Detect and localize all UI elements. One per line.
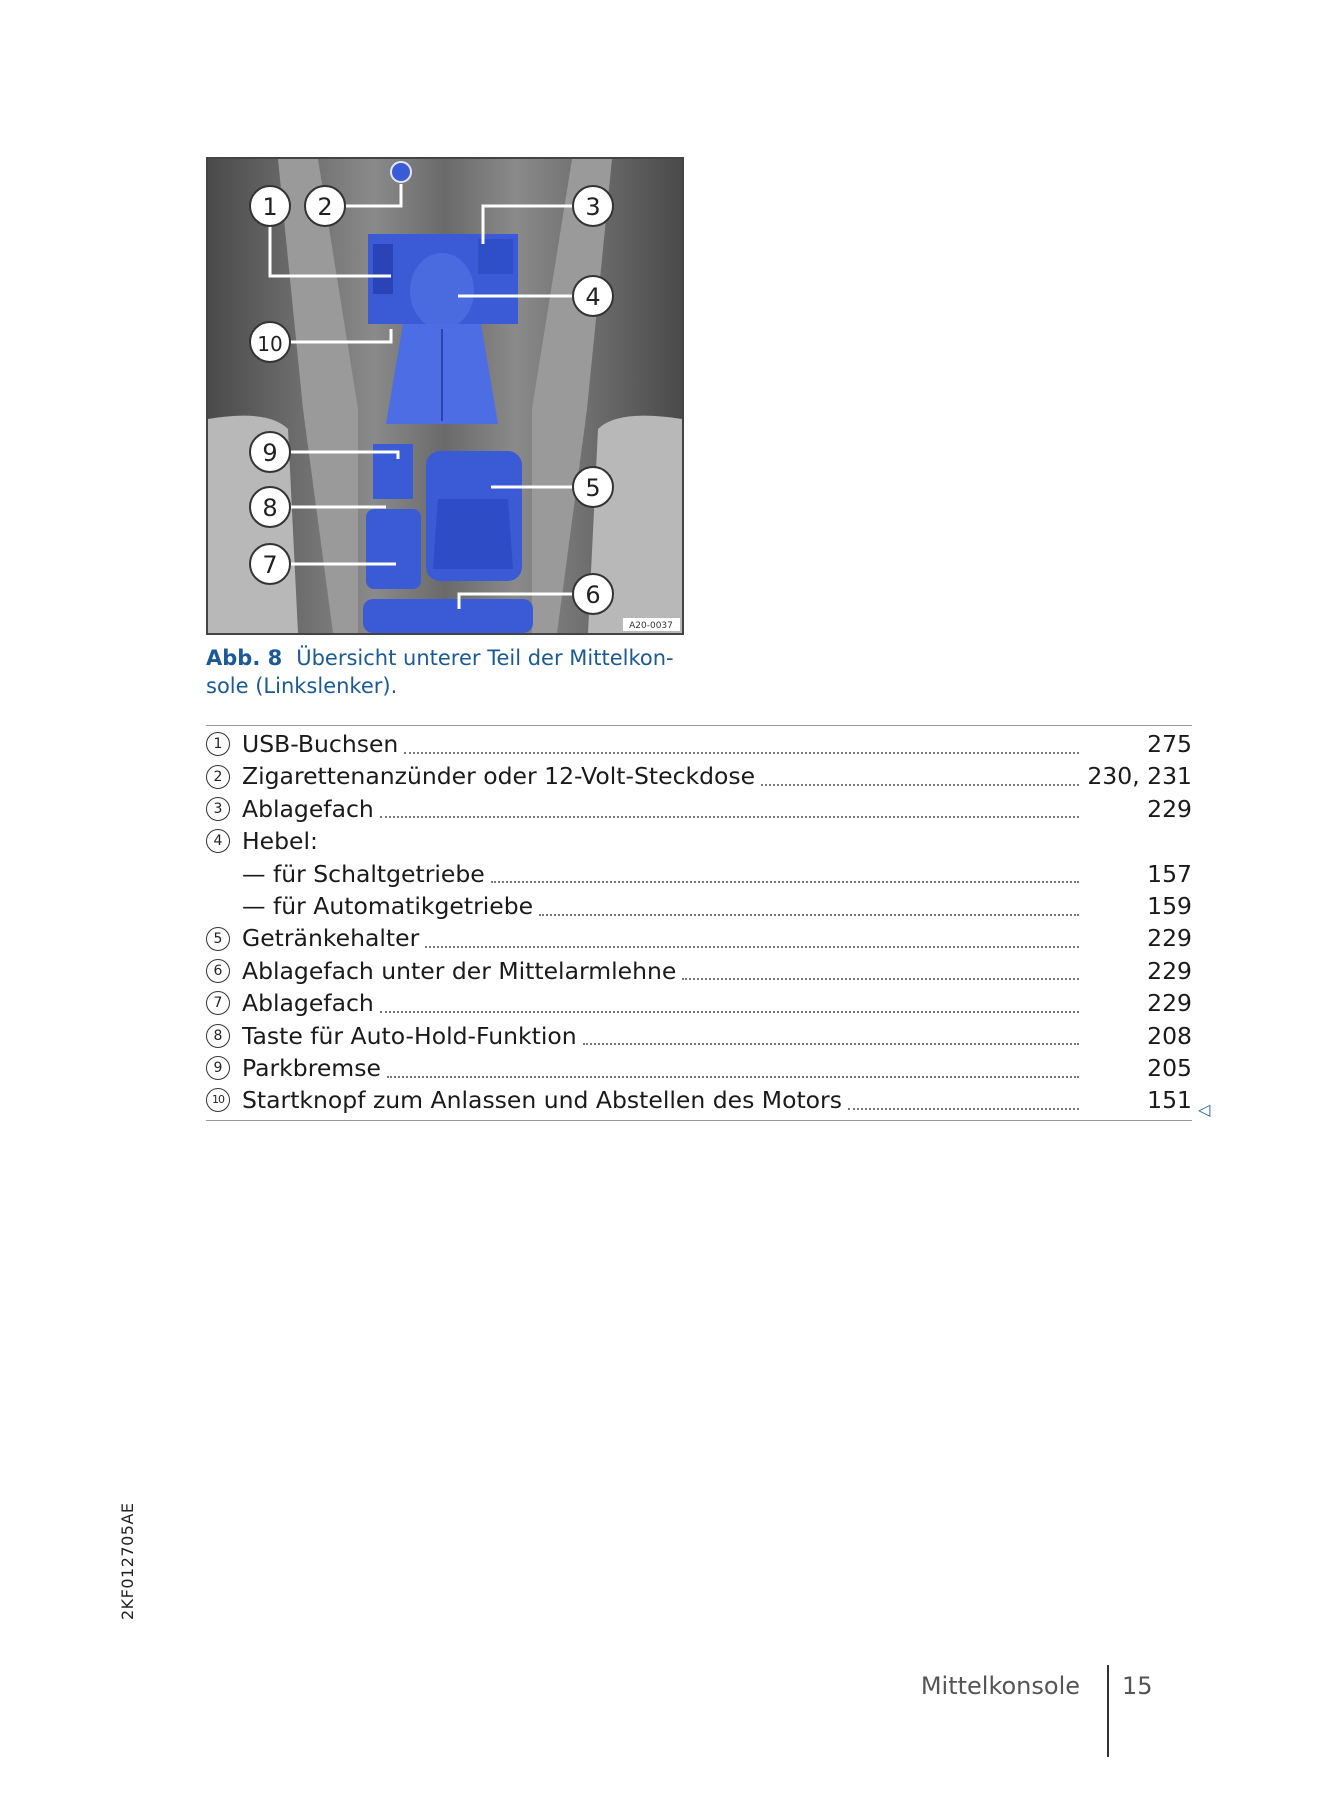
legend-row [206, 955, 1192, 987]
legend-label: Parkbremse [242, 1053, 381, 1082]
legend-row [206, 825, 1192, 857]
caption-label: Abb. 8 [206, 646, 283, 670]
callout-7 [250, 544, 290, 584]
leader-dots [425, 945, 1079, 948]
callout-layer [208, 159, 682, 633]
leader-dots [682, 977, 1079, 980]
legend-page-ref: 229 [1147, 794, 1192, 823]
legend-page-ref: 229 [1147, 989, 1192, 1018]
legend-label: Startknopf zum Anlassen und Abstellen des Motors [242, 1086, 842, 1115]
document-code: 2KF012705AE [118, 1502, 137, 1620]
legend-row [206, 922, 1192, 954]
legend-number: 3 [206, 797, 230, 821]
leader-dots [387, 1075, 1079, 1078]
svg-text:3: 3 [585, 193, 601, 221]
legend-page-ref: 208 [1147, 1021, 1192, 1050]
svg-text:9: 9 [262, 439, 278, 467]
callout-6 [573, 574, 613, 614]
legend-number: 9 [206, 1056, 230, 1080]
legend-number: 10 [206, 1088, 230, 1112]
svg-text:5: 5 [585, 474, 601, 502]
legend-number: 4 [206, 829, 230, 853]
legend-row [206, 987, 1192, 1019]
svg-text:10: 10 [257, 332, 283, 356]
legend-label: — für Schaltgetriebe [242, 859, 485, 888]
leader-dots [761, 783, 1079, 786]
legend-label: Ablagefach unter der Mittelarmlehne [242, 956, 677, 985]
legend-page-ref: 205 [1147, 1053, 1192, 1082]
callout-4 [573, 276, 613, 316]
legend-row [206, 858, 1192, 890]
legend-number: 1 [206, 732, 230, 756]
svg-text:7: 7 [262, 551, 278, 579]
leader-dots [539, 913, 1079, 916]
footer-section-title: Mittelkonsole [920, 1672, 1080, 1700]
legend-page-ref: 159 [1147, 891, 1192, 920]
legend-page-ref: 229 [1147, 924, 1192, 953]
legend-number: 6 [206, 959, 230, 983]
caption-text: Übersicht unterer Teil der Mittelkon-sole (Linkslenker). [206, 646, 674, 698]
legend-number: 7 [206, 991, 230, 1015]
legend-page-ref: 157 [1147, 859, 1192, 888]
legend-page-ref: 275 [1147, 730, 1192, 758]
legend-label: Getränkehalter [242, 924, 420, 953]
leader-dots [491, 880, 1079, 883]
figure-center-console [206, 157, 684, 635]
legend-row [206, 890, 1192, 922]
callout-10 [250, 322, 290, 362]
leader-dots [583, 1042, 1079, 1045]
legend-label: Ablagefach [242, 989, 374, 1018]
legend-page-ref: 230, 231 [1087, 762, 1192, 791]
legend-list [206, 725, 1192, 1121]
callout-9 [250, 432, 290, 472]
callout-markers [250, 186, 613, 614]
legend-label: Hebel: [242, 827, 318, 856]
legend-row [206, 728, 1192, 760]
legend-page-ref: 151 [1147, 1086, 1192, 1115]
legend-number: 2 [206, 765, 230, 789]
legend-row [206, 760, 1192, 792]
legend-row [206, 1052, 1192, 1084]
svg-text:8: 8 [262, 494, 278, 522]
legend-row [206, 1020, 1192, 1052]
page-number: 15 [1122, 1672, 1153, 1700]
callout-3 [573, 186, 613, 226]
image-code: A20-0037 [629, 621, 673, 631]
legend-page-ref: 229 [1147, 956, 1192, 985]
legend-label: Ablagefach [242, 794, 374, 823]
callout-8 [250, 487, 290, 527]
leader-dots [404, 751, 1079, 754]
legend-number: 8 [206, 1024, 230, 1048]
legend-label: — für Automatikgetriebe [242, 891, 534, 920]
footer-divider [1107, 1665, 1109, 1757]
legend-row [206, 1084, 1192, 1116]
callout-1 [250, 186, 290, 226]
figure-caption [206, 644, 686, 700]
legend-number: 5 [206, 927, 230, 951]
leader-dots [380, 1010, 1079, 1013]
svg-text:1: 1 [262, 193, 278, 221]
legend-row [206, 793, 1192, 825]
callout-5 [573, 467, 613, 507]
leader-dots [848, 1107, 1079, 1110]
end-of-section-icon: ◁ [1198, 1100, 1211, 1119]
legend-label: USB-Buchsen [242, 730, 399, 758]
svg-text:4: 4 [585, 283, 601, 311]
legend-label: Taste für Auto-Hold-Funktion [242, 1021, 577, 1050]
leader-dots [380, 815, 1079, 818]
svg-text:2: 2 [317, 193, 333, 221]
legend-label: Zigarettenanzünder oder 12-Volt-Steckdose [242, 762, 756, 791]
svg-text:6: 6 [585, 581, 601, 609]
callout-2 [305, 186, 345, 226]
